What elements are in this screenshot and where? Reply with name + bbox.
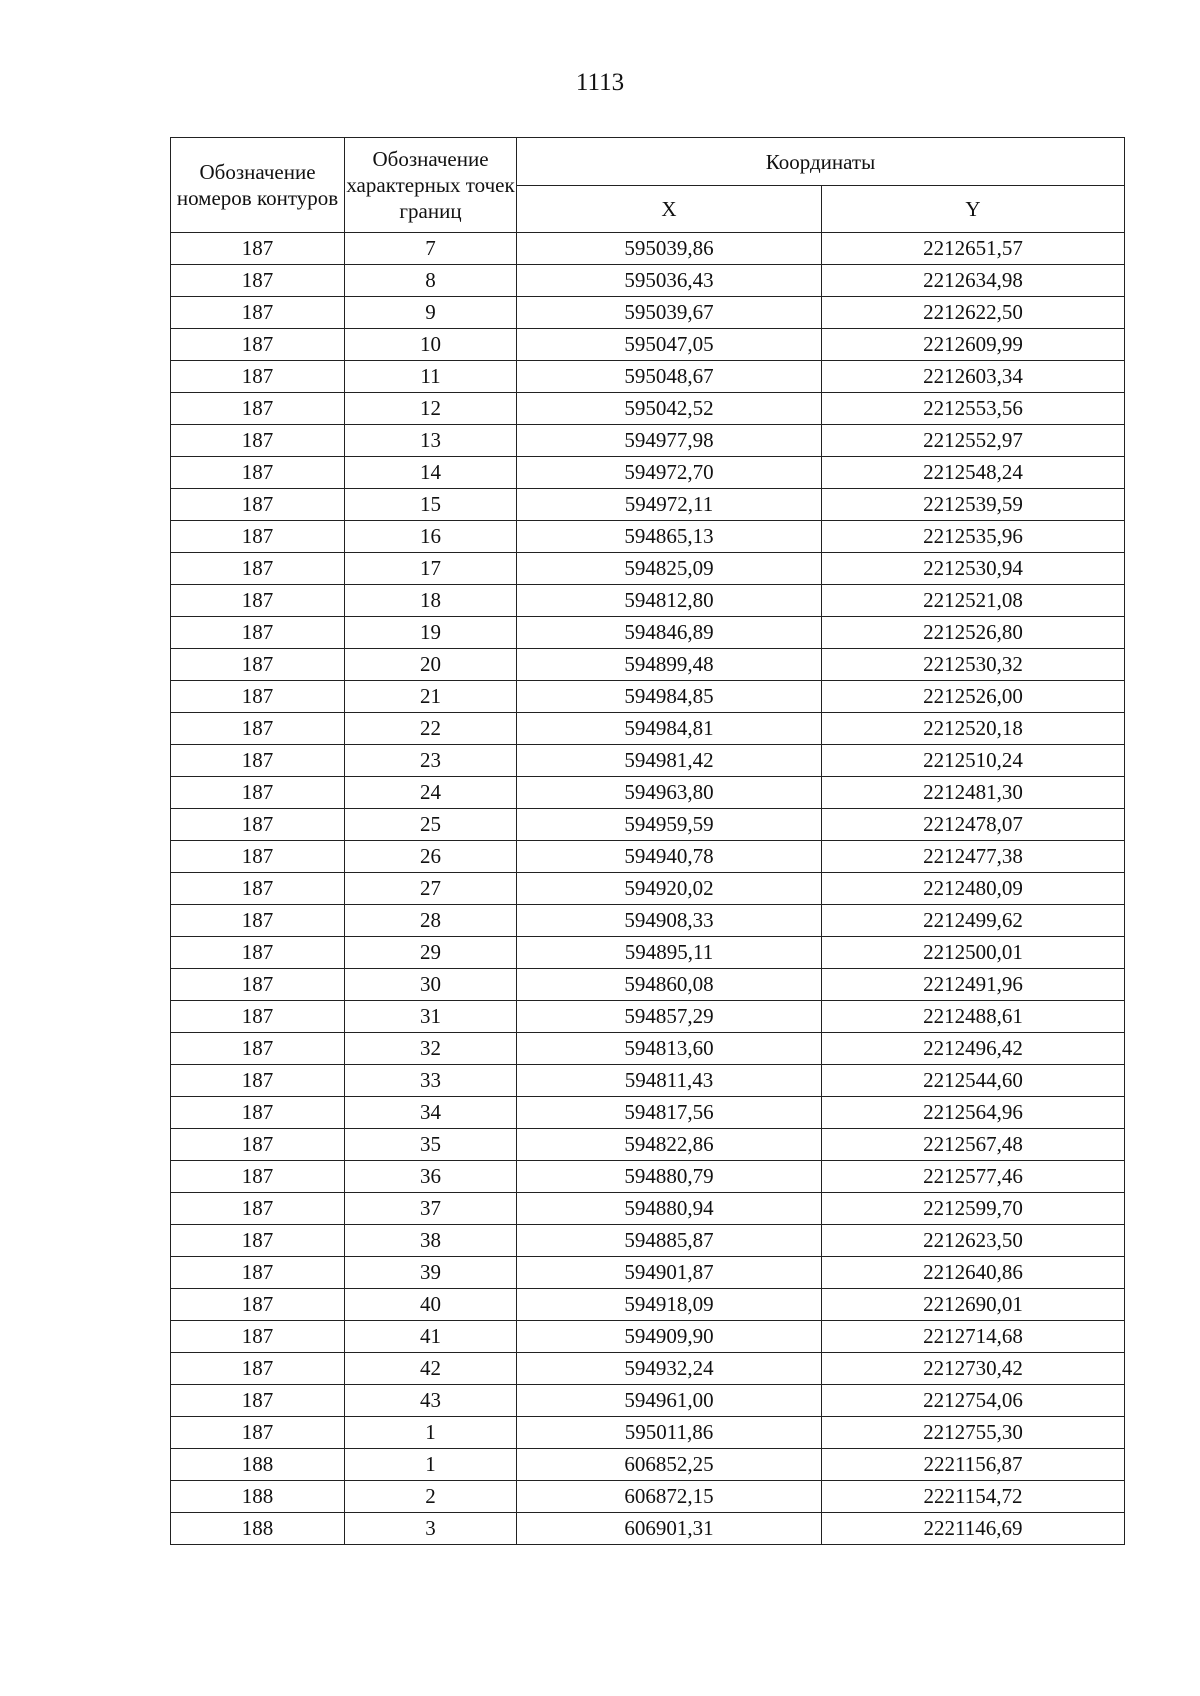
cell-contour-number: 187	[171, 745, 345, 777]
table-row	[171, 393, 1125, 425]
cell-x: 594909,90	[517, 1321, 822, 1353]
cell-point-number: 2	[345, 1481, 517, 1513]
table-row	[171, 521, 1125, 553]
cell-x: 594984,85	[517, 681, 822, 713]
table-row	[171, 809, 1125, 841]
cell-point-number: 30	[345, 969, 517, 1001]
cell-y: 2221154,72	[822, 1481, 1125, 1513]
table-row	[171, 969, 1125, 1001]
coordinates-table	[170, 137, 1125, 1545]
table-row	[171, 1513, 1125, 1545]
cell-y: 2212548,24	[822, 457, 1125, 489]
cell-x: 606852,25	[517, 1449, 822, 1481]
table-row	[171, 265, 1125, 297]
cell-y: 2212544,60	[822, 1065, 1125, 1097]
cell-y: 2212603,34	[822, 361, 1125, 393]
cell-x: 594908,33	[517, 905, 822, 937]
cell-y: 2212622,50	[822, 297, 1125, 329]
cell-point-number: 3	[345, 1513, 517, 1545]
cell-point-number: 12	[345, 393, 517, 425]
cell-y: 2212526,80	[822, 617, 1125, 649]
cell-y: 2212520,18	[822, 713, 1125, 745]
cell-y: 2212623,50	[822, 1225, 1125, 1257]
table-row	[171, 777, 1125, 809]
cell-contour-number: 187	[171, 1417, 345, 1449]
cell-y: 2212478,07	[822, 809, 1125, 841]
cell-contour-number: 187	[171, 457, 345, 489]
cell-y: 2212530,94	[822, 553, 1125, 585]
cell-point-number: 36	[345, 1161, 517, 1193]
cell-contour-number: 187	[171, 1033, 345, 1065]
table-row	[171, 937, 1125, 969]
cell-point-number: 43	[345, 1385, 517, 1417]
header-coordinates: Координаты	[517, 138, 1125, 186]
cell-x: 594880,79	[517, 1161, 822, 1193]
cell-contour-number: 187	[171, 777, 345, 809]
cell-point-number: 24	[345, 777, 517, 809]
cell-point-number: 28	[345, 905, 517, 937]
cell-x: 595036,43	[517, 265, 822, 297]
cell-x: 594846,89	[517, 617, 822, 649]
cell-x: 594860,08	[517, 969, 822, 1001]
cell-contour-number: 188	[171, 1449, 345, 1481]
cell-x: 595042,52	[517, 393, 822, 425]
cell-y: 2212510,24	[822, 745, 1125, 777]
cell-point-number: 16	[345, 521, 517, 553]
cell-contour-number: 187	[171, 425, 345, 457]
cell-x: 594857,29	[517, 1001, 822, 1033]
cell-y: 2212539,59	[822, 489, 1125, 521]
cell-point-number: 1	[345, 1449, 517, 1481]
cell-contour-number: 187	[171, 1161, 345, 1193]
header-boundary-points: Обозначение характерных точек границ	[345, 138, 517, 233]
cell-contour-number: 187	[171, 649, 345, 681]
table-row	[171, 649, 1125, 681]
cell-y: 2212481,30	[822, 777, 1125, 809]
page-number: 1113	[575, 69, 625, 96]
cell-point-number: 32	[345, 1033, 517, 1065]
cell-y: 2221146,69	[822, 1513, 1125, 1545]
table-row	[171, 585, 1125, 617]
cell-y: 2212535,96	[822, 521, 1125, 553]
cell-point-number: 42	[345, 1353, 517, 1385]
cell-point-number: 37	[345, 1193, 517, 1225]
table-row	[171, 873, 1125, 905]
cell-point-number: 14	[345, 457, 517, 489]
cell-contour-number: 188	[171, 1513, 345, 1545]
cell-x: 594817,56	[517, 1097, 822, 1129]
cell-x: 594865,13	[517, 521, 822, 553]
table-row	[171, 1481, 1125, 1513]
cell-x: 594961,00	[517, 1385, 822, 1417]
cell-y: 2212755,30	[822, 1417, 1125, 1449]
cell-point-number: 39	[345, 1257, 517, 1289]
cell-contour-number: 187	[171, 841, 345, 873]
cell-y: 2212477,38	[822, 841, 1125, 873]
cell-x: 595047,05	[517, 329, 822, 361]
cell-x: 595039,67	[517, 297, 822, 329]
cell-x: 595048,67	[517, 361, 822, 393]
cell-y: 2212488,61	[822, 1001, 1125, 1033]
table-row	[171, 489, 1125, 521]
table-body	[171, 233, 1125, 1545]
cell-contour-number: 187	[171, 809, 345, 841]
table-row	[171, 1321, 1125, 1353]
table-header	[171, 138, 1125, 233]
cell-y: 2212690,01	[822, 1289, 1125, 1321]
cell-x: 594977,98	[517, 425, 822, 457]
cell-y: 2212521,08	[822, 585, 1125, 617]
cell-x: 594880,94	[517, 1193, 822, 1225]
cell-contour-number: 187	[171, 1065, 345, 1097]
cell-y: 2212491,96	[822, 969, 1125, 1001]
cell-point-number: 34	[345, 1097, 517, 1129]
cell-contour-number: 187	[171, 521, 345, 553]
cell-contour-number: 187	[171, 1001, 345, 1033]
cell-x: 594918,09	[517, 1289, 822, 1321]
table-row	[171, 1417, 1125, 1449]
cell-contour-number: 187	[171, 713, 345, 745]
cell-y: 2221156,87	[822, 1449, 1125, 1481]
cell-point-number: 20	[345, 649, 517, 681]
table-row	[171, 905, 1125, 937]
table-row	[171, 1225, 1125, 1257]
cell-contour-number: 187	[171, 297, 345, 329]
table-row	[171, 425, 1125, 457]
cell-contour-number: 187	[171, 1129, 345, 1161]
cell-y: 2212714,68	[822, 1321, 1125, 1353]
cell-x: 594981,42	[517, 745, 822, 777]
cell-y: 2212609,99	[822, 329, 1125, 361]
cell-point-number: 22	[345, 713, 517, 745]
cell-y: 2212634,98	[822, 265, 1125, 297]
cell-point-number: 35	[345, 1129, 517, 1161]
cell-point-number: 25	[345, 809, 517, 841]
cell-point-number: 10	[345, 329, 517, 361]
cell-y: 2212530,32	[822, 649, 1125, 681]
header-y: Y	[822, 186, 1125, 233]
cell-x: 606901,31	[517, 1513, 822, 1545]
cell-contour-number: 187	[171, 969, 345, 1001]
cell-point-number: 11	[345, 361, 517, 393]
cell-y: 2212577,46	[822, 1161, 1125, 1193]
cell-x: 594813,60	[517, 1033, 822, 1065]
cell-contour-number: 188	[171, 1481, 345, 1513]
cell-contour-number: 187	[171, 361, 345, 393]
table-row	[171, 1193, 1125, 1225]
table-row	[171, 1033, 1125, 1065]
cell-contour-number: 187	[171, 617, 345, 649]
table-row	[171, 1129, 1125, 1161]
cell-point-number: 38	[345, 1225, 517, 1257]
cell-point-number: 8	[345, 265, 517, 297]
cell-point-number: 27	[345, 873, 517, 905]
cell-point-number: 9	[345, 297, 517, 329]
table-row	[171, 617, 1125, 649]
cell-contour-number: 187	[171, 489, 345, 521]
cell-x: 594899,48	[517, 649, 822, 681]
cell-y: 2212526,00	[822, 681, 1125, 713]
cell-point-number: 1	[345, 1417, 517, 1449]
cell-x: 594895,11	[517, 937, 822, 969]
cell-contour-number: 187	[171, 233, 345, 265]
header-contour-numbers: Обозначение номеров контуров	[171, 138, 345, 233]
table-row	[171, 713, 1125, 745]
cell-x: 595039,86	[517, 233, 822, 265]
table-row	[171, 1257, 1125, 1289]
cell-y: 2212651,57	[822, 233, 1125, 265]
cell-x: 594932,24	[517, 1353, 822, 1385]
cell-point-number: 13	[345, 425, 517, 457]
table-row	[171, 1385, 1125, 1417]
cell-x: 595011,86	[517, 1417, 822, 1449]
cell-point-number: 29	[345, 937, 517, 969]
cell-y: 2212567,48	[822, 1129, 1125, 1161]
cell-y: 2212599,70	[822, 1193, 1125, 1225]
cell-contour-number: 187	[171, 1193, 345, 1225]
cell-x: 594901,87	[517, 1257, 822, 1289]
cell-y: 2212553,56	[822, 393, 1125, 425]
table-row	[171, 681, 1125, 713]
cell-contour-number: 187	[171, 265, 345, 297]
cell-point-number: 21	[345, 681, 517, 713]
cell-contour-number: 187	[171, 329, 345, 361]
cell-contour-number: 187	[171, 393, 345, 425]
cell-contour-number: 187	[171, 585, 345, 617]
cell-contour-number: 187	[171, 1321, 345, 1353]
cell-y: 2212730,42	[822, 1353, 1125, 1385]
cell-point-number: 15	[345, 489, 517, 521]
table-row	[171, 1065, 1125, 1097]
table-row	[171, 553, 1125, 585]
cell-x: 594959,59	[517, 809, 822, 841]
cell-y: 2212552,97	[822, 425, 1125, 457]
cell-point-number: 33	[345, 1065, 517, 1097]
cell-y: 2212564,96	[822, 1097, 1125, 1129]
cell-contour-number: 187	[171, 905, 345, 937]
cell-x: 594811,43	[517, 1065, 822, 1097]
cell-y: 2212640,86	[822, 1257, 1125, 1289]
table-row	[171, 1353, 1125, 1385]
table-row	[171, 1161, 1125, 1193]
cell-contour-number: 187	[171, 1257, 345, 1289]
cell-x: 594984,81	[517, 713, 822, 745]
table-row	[171, 361, 1125, 393]
cell-y: 2212480,09	[822, 873, 1125, 905]
table-row	[171, 841, 1125, 873]
cell-y: 2212499,62	[822, 905, 1125, 937]
table-row	[171, 1001, 1125, 1033]
table-row	[171, 297, 1125, 329]
cell-point-number: 40	[345, 1289, 517, 1321]
table-row	[171, 745, 1125, 777]
cell-x: 594920,02	[517, 873, 822, 905]
cell-point-number: 31	[345, 1001, 517, 1033]
table-row	[171, 1097, 1125, 1129]
cell-contour-number: 187	[171, 553, 345, 585]
cell-point-number: 26	[345, 841, 517, 873]
cell-point-number: 18	[345, 585, 517, 617]
header-x: X	[517, 186, 822, 233]
cell-point-number: 17	[345, 553, 517, 585]
cell-x: 594822,86	[517, 1129, 822, 1161]
cell-y: 2212496,42	[822, 1033, 1125, 1065]
cell-contour-number: 187	[171, 1289, 345, 1321]
cell-contour-number: 187	[171, 1225, 345, 1257]
cell-x: 594972,11	[517, 489, 822, 521]
table-row	[171, 1449, 1125, 1481]
cell-x: 594940,78	[517, 841, 822, 873]
cell-contour-number: 187	[171, 1353, 345, 1385]
table-row	[171, 329, 1125, 361]
table-row	[171, 233, 1125, 265]
cell-contour-number: 187	[171, 937, 345, 969]
cell-x: 606872,15	[517, 1481, 822, 1513]
table-row	[171, 1289, 1125, 1321]
cell-y: 2212754,06	[822, 1385, 1125, 1417]
cell-x: 594972,70	[517, 457, 822, 489]
cell-contour-number: 187	[171, 1385, 345, 1417]
cell-x: 594963,80	[517, 777, 822, 809]
cell-contour-number: 187	[171, 681, 345, 713]
cell-y: 2212500,01	[822, 937, 1125, 969]
cell-point-number: 41	[345, 1321, 517, 1353]
cell-point-number: 23	[345, 745, 517, 777]
cell-x: 594825,09	[517, 553, 822, 585]
table-row	[171, 457, 1125, 489]
cell-point-number: 19	[345, 617, 517, 649]
cell-contour-number: 187	[171, 873, 345, 905]
cell-point-number: 7	[345, 233, 517, 265]
cell-contour-number: 187	[171, 1097, 345, 1129]
cell-x: 594885,87	[517, 1225, 822, 1257]
cell-x: 594812,80	[517, 585, 822, 617]
